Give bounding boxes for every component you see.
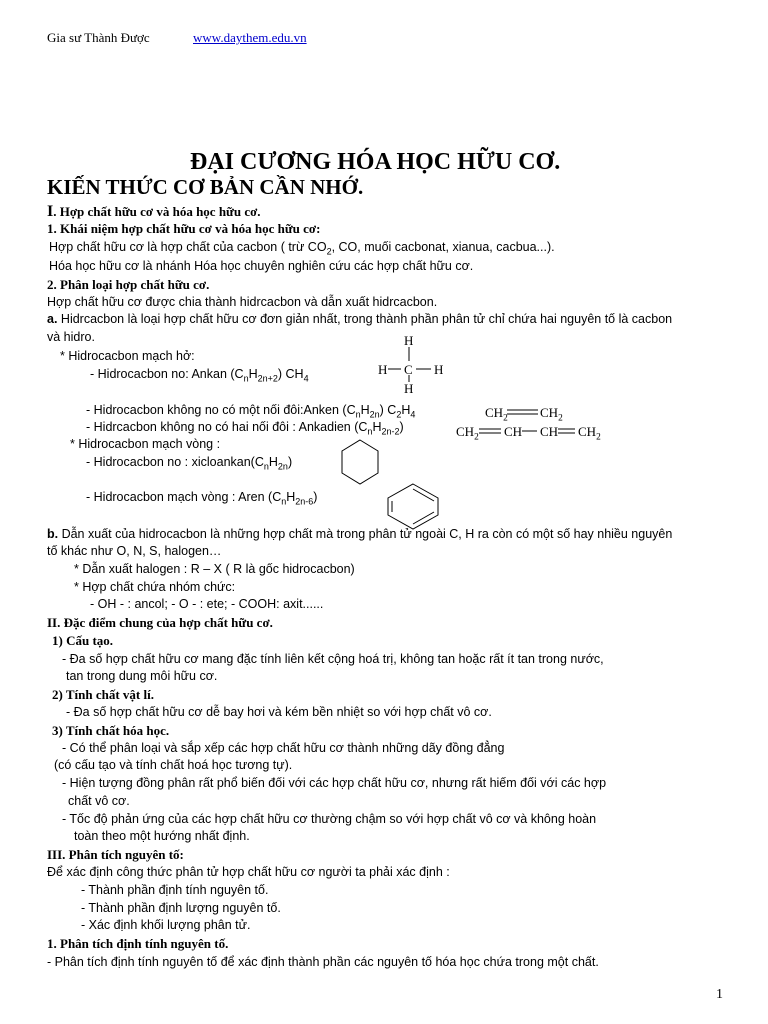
atom-h-top: H	[404, 333, 414, 348]
text-line: - Hidrocacbon mạch vòng : Aren $(C_nH_{2n-6})$	[86, 490, 318, 507]
benzene-ring	[388, 484, 438, 529]
atom-c-center: C	[404, 362, 413, 377]
header-website-link[interactable]: www.daythem.edu.vn	[193, 30, 307, 45]
text-line: - Tốc độ phản ứng của các hợp chất hữu cơ thường chậm so với hợp chất vô cơ và không hoàn	[62, 812, 597, 826]
text-line: tan trong dung môi hữu cơ.	[66, 669, 218, 683]
text-line: II. Đặc điểm chung của hợp chất hữu cơ.	[47, 615, 273, 630]
text-line: 3) Tính chất hóa học.	[52, 723, 170, 738]
text-line: * Hợp chất chứa nhóm chức:	[74, 580, 236, 594]
text-line: 1. Phân tích định tính nguyên tố.	[47, 936, 229, 951]
text-line: III. Phân tích nguyên tố:	[47, 847, 184, 862]
text-line: 1. Khái niệm hợp chất hữu cơ và hóa học hữu cơ:	[47, 221, 321, 236]
text-line: - Đa số hợp chất hữu cơ dễ bay hơi và kém bền nhiệt so với hợp chất vô cơ.	[66, 705, 492, 719]
page-title: ĐẠI CƯƠNG HÓA HỌC HỮU CƠ.	[190, 149, 561, 175]
cyclohexane-ring	[342, 440, 378, 484]
butadiene-c3: CH	[540, 424, 559, 439]
text-line: - Hiện tượng đồng phân rất phổ biến đối với các hợp chất hữu cơ, nhưng rất hiếm đối với các hợp	[62, 776, 607, 790]
text-line: (có cấu tạo và tính chất hoá học tương tự).	[54, 758, 293, 772]
ethylene-left: $CH_2$	[485, 405, 508, 424]
text-line: tố khác như O, N, S, halogen…	[47, 544, 222, 558]
text-line: toàn theo một hướng nhất định.	[74, 829, 250, 843]
text-line: - Hidrocacbon no : $xicloankan(C_nH_{2n})$	[86, 455, 293, 472]
text-line: Hợp chất hữu cơ được chia thành hidrcacbon và dẫn xuất hidrcacbon.	[47, 295, 438, 309]
atom-h-bottom: H	[404, 381, 414, 396]
text-line: - Thành phần định tính nguyên tố.	[81, 883, 269, 897]
text-line: 2) Tính chất vật lí.	[52, 687, 154, 702]
text-line: - Hidrocacbon không no có một nối đôi:Anken $(C_nH_{2n})$ $C_2H_4$	[86, 403, 416, 420]
text-line: - Thành phần định lượng nguyên tố.	[81, 901, 281, 915]
text-line: Hợp chất hữu cơ là hợp chất của cacbon ( trừ $CO_2$, CO, muối cacbonat, xianua, cacbua...).	[49, 240, 555, 257]
page-subtitle: KIẾN THỨC CƠ BẢN CẦN NHỚ.	[47, 175, 364, 199]
butadiene-c1: $CH_2$	[456, 424, 479, 443]
text-line: - Xác định khối lượng phân tử.	[81, 918, 251, 932]
text-line: I. Hợp chất hữu cơ và hóa học hữu cơ.	[47, 203, 261, 220]
text-line: - Đa số hợp chất hữu cơ mang đặc tính liên kết cộng hoá trị, không tan hoặc rất ít tan trong nước,	[62, 652, 604, 666]
text-line: * Hidrocacbon mạch hở:	[60, 349, 195, 363]
text-line: 2. Phân loại hợp chất hữu cơ.	[47, 277, 210, 292]
text-line: * Hidrocacbon mạch vòng :	[70, 437, 221, 451]
text-line: 1) Cấu tạo.	[52, 633, 114, 648]
text-line: b. Dẫn xuất của hidrocacbon là những hợp chất mà trong phân tử ngoài C, H ra còn có một số hay nhiều nguyên	[47, 527, 673, 541]
text-line: * Dẫn xuất halogen : R – X ( R là gốc hidrocacbon)	[74, 562, 355, 576]
butadiene-c2: CH	[504, 424, 523, 439]
text-line: chất vô cơ.	[68, 794, 130, 808]
text-line: - Phân tích định tính nguyên tố để xác định thành phần các nguyên tố hóa học chứa trong một chất.	[47, 955, 599, 969]
butadiene-c4: $CH_2$	[578, 424, 601, 443]
atom-h-right: H	[434, 362, 444, 377]
text-line: Để xác định công thức phân tử hợp chất hữu cơ người ta phải xác định :	[47, 865, 450, 879]
header-author: Gia sư Thành Được	[47, 30, 150, 45]
atom-h-left: H	[378, 362, 388, 377]
ethylene-right: $CH_2$	[540, 405, 563, 424]
benzene-double-1	[413, 489, 434, 501]
text-line: a. Hidrcacbon là loại hợp chất hữu cơ đơn giản nhất, trong thành phần phân tử chỉ chứa hai nguyên tố là cacbon	[47, 312, 673, 326]
text-line: - Hidrcacbon không no có hai nối đôi : Ankadien $(C_nH_{2n-2})$	[86, 420, 404, 437]
text-line: - Hidrocacbon no: Ankan $(C_nH_{2n+2})$ $CH_4$	[90, 367, 309, 384]
text-line: - OH - : ancol; - O - : ete; - COOH: axit......	[90, 597, 324, 611]
text-line: - Có thể phân loại và sắp xếp các hợp chất hữu cơ thành những dãy đồng đẳng	[62, 741, 505, 755]
benzene-double-2	[413, 512, 434, 524]
text-line: và hidro.	[47, 330, 95, 344]
page-number: 1	[716, 987, 723, 1002]
text-line: Hóa học hữu cơ là nhánh Hóa học chuyên nghiên cứu các hợp chất hữu cơ.	[49, 259, 474, 273]
